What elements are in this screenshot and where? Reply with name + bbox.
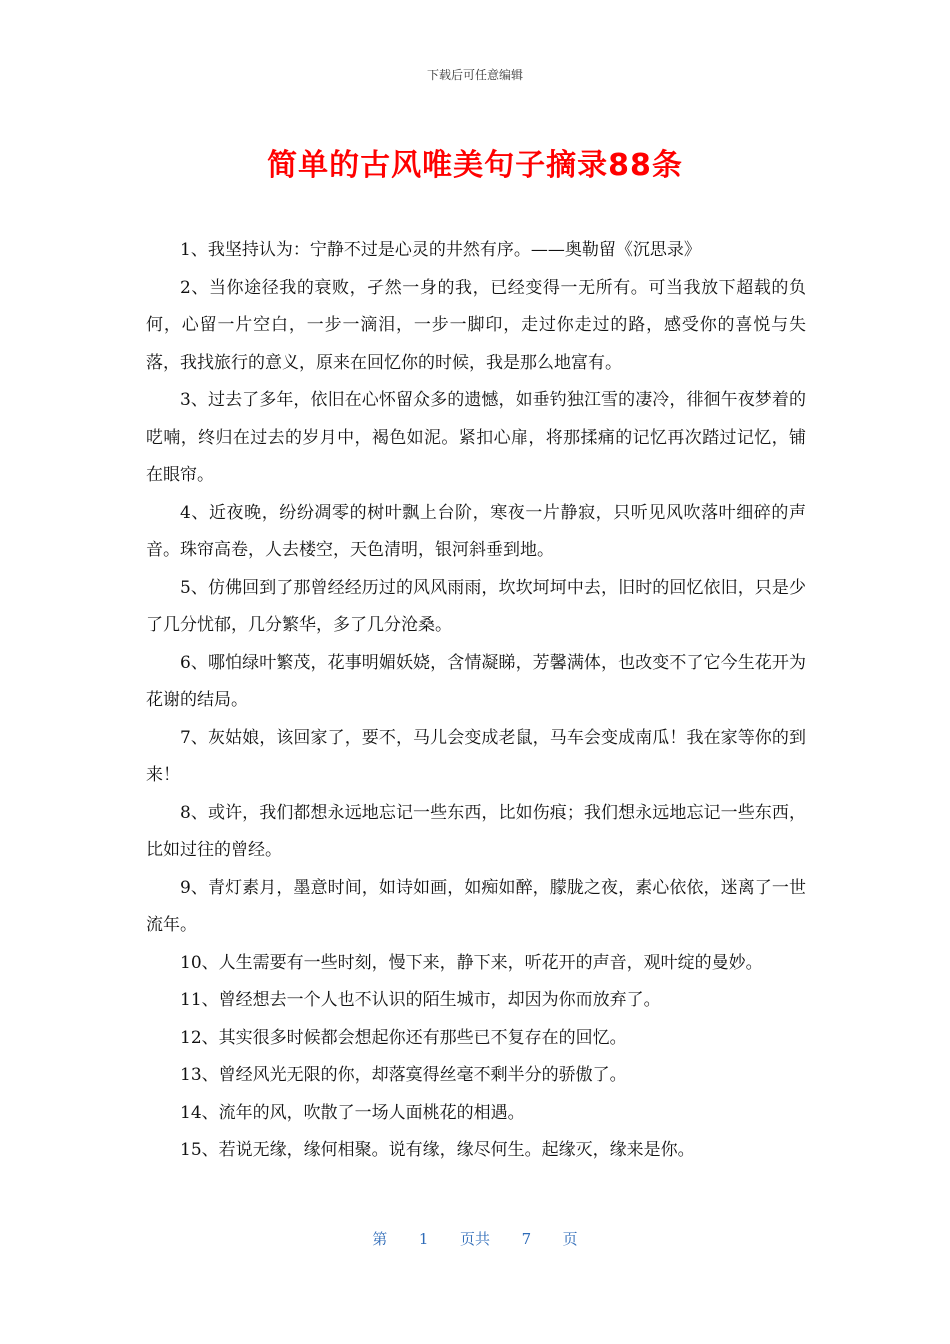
page-number: 1 <box>418 1230 429 1248</box>
total-pages: 7 <box>521 1230 532 1248</box>
total-label: 页共 <box>459 1230 490 1248</box>
page-label: 第 <box>372 1230 388 1248</box>
paragraph: 13、曾经风光无限的你，却落寞得丝毫不剩半分的骄傲了。 <box>180 1065 627 1085</box>
paragraph: 12、其实很多时候都会想起你还有那些已不复存在的回忆。 <box>180 1027 627 1048</box>
page-footer <box>0 1228 950 1249</box>
paragraph: 2、当你途径我的衰败，孑然一身的我，已经变得一无所有。可当我放下超载的负何，心留一片空白，一步一滴泪，一步一脚印，走过你走过的路，感受你的喜悦与失落，我找旅行的意义，原来在回忆你的时候，我是那么地富有。 <box>146 277 806 373</box>
paragraph: 4、近夜晚，纷纷凋零的树叶飘上台阶，寒夜一片静寂，只听见风吹落叶细碎的声音。珠帘高卷，人去楼空，天色清明，银河斜垂到地。 <box>146 502 806 560</box>
paragraph: 15、若说无缘，缘何相聚。说有缘，缘尽何生。起缘灭，缘来是你。 <box>180 1140 695 1160</box>
header-note: 下载后可任意编辑 <box>426 68 523 82</box>
paragraph: 11、曾经想去一个人也不认识的陌生城市，却因为你而放弃了。 <box>180 990 661 1010</box>
paragraph: 6、哪怕绿叶繁茂，花事明媚妖娆，含情凝睇，芳馨满体，也改变不了它今生花开为花谢的结局。 <box>146 652 806 710</box>
paragraph: 9、青灯素月，墨意时间，如诗如画，如痴如醉，朦胧之夜，素心依依，迷离了一世流年。 <box>146 877 806 935</box>
paragraph: 1、我坚持认为：宁静不过是心灵的井然有序。——奥勒留《沉思录》 <box>180 240 701 260</box>
paragraph: 10、人生需要有一些时刻，慢下来，静下来，听花开的声音，观叶绽的曼妙。 <box>180 952 763 973</box>
paragraph: 3、过去了多年，依旧在心怀留众多的遗憾，如垂钓独江雪的凄冷，徘徊午夜梦着的呓喃，终归在过去的岁月中，褐色如泥。紧扣心扉，将那揉痛的记忆再次踏过记忆，铺在眼帘。 <box>146 390 806 485</box>
document-body <box>146 232 806 1170</box>
paragraph: 14、流年的风，吹散了一场人面桃花的相遇。 <box>180 1102 525 1123</box>
document-title: 简单的古风唯美句子摘录88条 <box>267 148 683 183</box>
paragraph: 5、仿佛回到了那曾经经历过的风风雨雨，坎坎坷坷中去，旧时的回忆依旧，只是少了几分忧郁，几分繁华，多了几分沧桑。 <box>146 577 806 635</box>
paragraph: 7、灰姑娘，该回家了，要不，马儿会变成老鼠，马车会变成南瓜！我在家等你的到来！ <box>146 727 806 785</box>
paragraph: 8、或许，我们都想永远地忘记一些东西，比如伤痕；我们想永远地忘记一些东西，比如过往的曾经。 <box>146 802 806 860</box>
page-suffix: 页 <box>562 1230 578 1248</box>
